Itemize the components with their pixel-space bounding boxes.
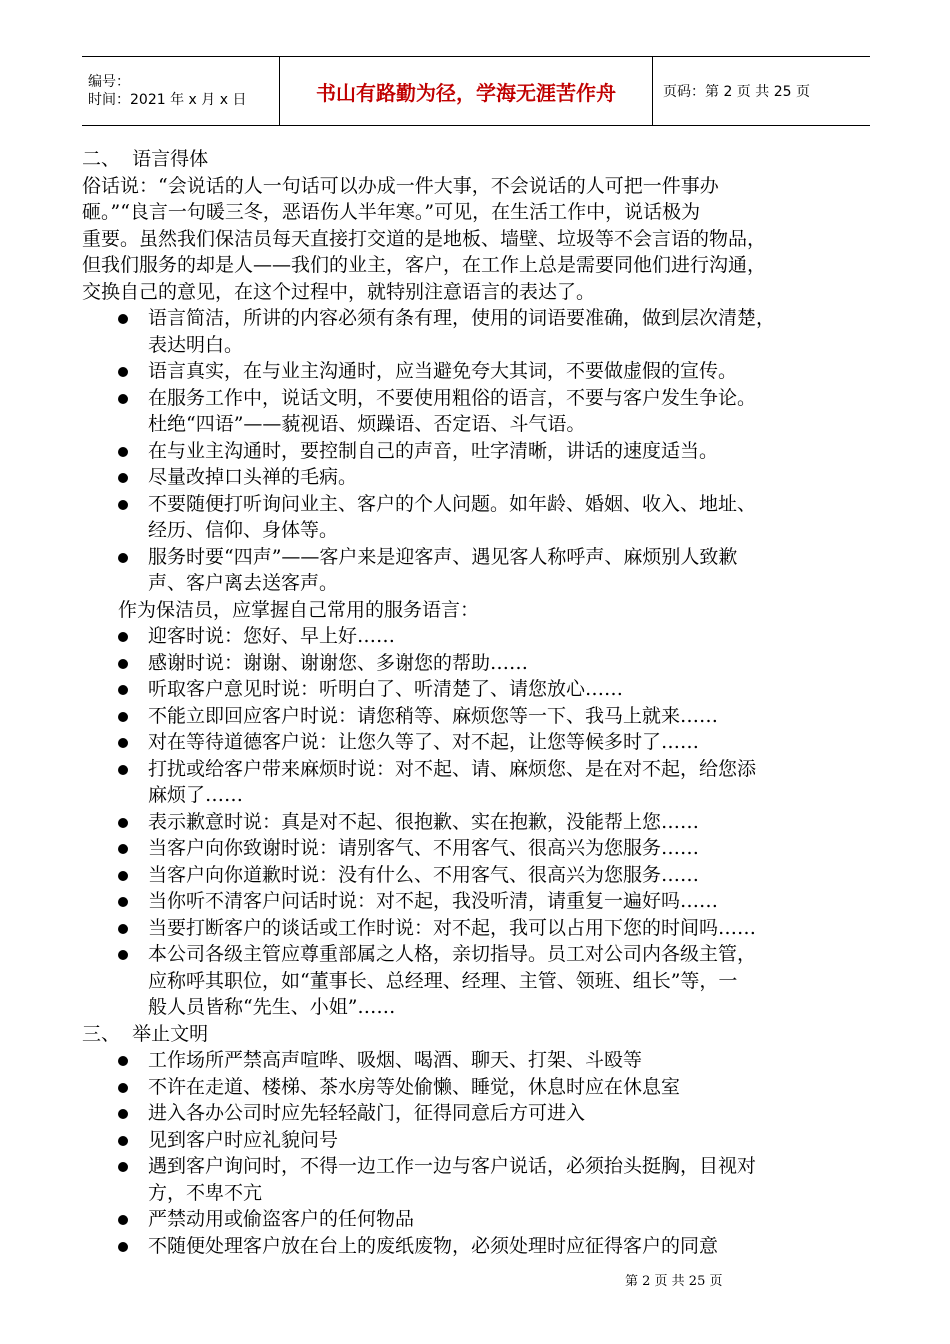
line-text: 当客户向你致谢时说：请别客气、不用客气、很高兴为您服务…… bbox=[148, 837, 700, 859]
bullet-continuation bbox=[82, 411, 872, 438]
line-text: 交换自己的意见，在这个过程中，就特别注意语言的表达了。 bbox=[82, 280, 596, 303]
line-text: 尽量改掉口头禅的毛病。 bbox=[148, 466, 358, 488]
bullet-item bbox=[82, 464, 872, 491]
page-footer: 第 2 页 共 25 页 bbox=[625, 1274, 723, 1289]
bullet-dot-icon bbox=[118, 1136, 128, 1146]
line-text: 作为保洁员，应掌握自己常用的服务语言： bbox=[118, 598, 480, 621]
paragraph-line bbox=[82, 279, 872, 306]
line-text: 不随便处理客户放在台上的废纸废物，必须处理时应征得客户的同意 bbox=[148, 1234, 719, 1257]
paragraph-line bbox=[82, 226, 872, 253]
bullet-dot-icon bbox=[118, 367, 128, 377]
bullet-continuation bbox=[82, 782, 872, 809]
bullet-continuation bbox=[82, 968, 872, 995]
bullet-item bbox=[82, 305, 872, 332]
document-body bbox=[82, 146, 872, 1259]
bullet-dot-icon bbox=[118, 500, 128, 510]
bullet-dot-icon bbox=[118, 818, 128, 828]
line-text: 语言简洁，所讲的内容必须有条有理，使用的词语要准确，做到层次清楚， bbox=[148, 307, 776, 329]
line-text: 严禁动用或偷盗客户的任何物品 bbox=[148, 1208, 415, 1230]
bullet-item bbox=[82, 941, 872, 968]
line-text: 在服务工作中，说话文明，不要使用粗俗的语言，不要与客户发生争论。 bbox=[148, 386, 757, 409]
line-text: 不许在走道、楼梯、茶水房等处偷懒、睡觉，休息时应在休息室 bbox=[148, 1075, 681, 1098]
paragraph-line bbox=[82, 173, 872, 200]
bullet-continuation bbox=[82, 1180, 872, 1207]
bullet-item bbox=[82, 676, 872, 703]
bullet-item bbox=[82, 438, 872, 465]
sub-heading bbox=[82, 597, 872, 624]
header-meta-cell bbox=[82, 57, 280, 125]
line-text: 感谢时说：谢谢、谢谢您、多谢您的帮助…… bbox=[148, 651, 529, 674]
bullet-dot-icon bbox=[118, 765, 128, 775]
bullet-item bbox=[82, 1206, 872, 1233]
line-text: 不要随便打听询问业主、客户的个人问题。如年龄、婚姻、收入、地址、 bbox=[148, 492, 757, 515]
bullet-item bbox=[82, 756, 872, 783]
bullet-item bbox=[82, 623, 872, 650]
line-text: 当客户向你道歉时说：没有什么、不用客气、很高兴为您服务…… bbox=[148, 863, 700, 886]
header-page-label: 页码：第 2 页 共 25 页 bbox=[663, 84, 810, 100]
bullet-item bbox=[82, 544, 872, 571]
line-text: 对在等待道德客户说：让您久等了、对不起，让您等候多时了…… bbox=[148, 731, 700, 753]
bullet-dot-icon bbox=[118, 447, 128, 457]
bullet-dot-icon bbox=[118, 1083, 128, 1093]
bullet-item bbox=[82, 1074, 872, 1101]
line-text: 本公司各级主管应尊重部属之人格，亲切指导。员工对公司内各级主管， bbox=[148, 943, 757, 965]
bullet-item bbox=[82, 1153, 872, 1180]
bullet-continuation bbox=[82, 570, 872, 597]
line-text: 般人员皆称“先生、小姐”…… bbox=[148, 996, 396, 1018]
bullet-dot-icon bbox=[118, 871, 128, 881]
bullet-dot-icon bbox=[118, 897, 128, 907]
line-text: 迎客时说：您好、早上好…… bbox=[148, 625, 396, 647]
line-text: 服务时要“四声”——客户来是迎客声、遇见客人称呼声、麻烦别人致歉 bbox=[148, 545, 738, 568]
bullet-item bbox=[82, 358, 872, 385]
line-text: 经历、信仰、身体等。 bbox=[148, 519, 339, 541]
line-text: 当你听不清客户问话时说：对不起，我没听清，请重复一遍好吗…… bbox=[148, 890, 719, 912]
line-text: 不能立即回应客户时说：请您稍等、麻烦您等一下、我马上就来…… bbox=[148, 704, 719, 727]
bullet-dot-icon bbox=[118, 738, 128, 748]
line-text: 当要打断客户的谈话或工作时说：对不起，我可以占用下您的时间吗…… bbox=[148, 916, 757, 939]
bullet-item bbox=[82, 862, 872, 889]
bullet-dot-icon bbox=[118, 712, 128, 722]
bullet-continuation bbox=[82, 517, 872, 544]
line-text: 声、客户离去送客声。 bbox=[148, 572, 339, 594]
bullet-dot-icon bbox=[118, 473, 128, 483]
bullet-dot-icon bbox=[118, 553, 128, 563]
bullet-dot-icon bbox=[118, 924, 128, 934]
bullet-item bbox=[82, 1127, 872, 1154]
line-text: 表达明白。 bbox=[148, 333, 244, 356]
page-header bbox=[82, 56, 870, 126]
paragraph-line bbox=[82, 252, 872, 279]
section-heading bbox=[82, 1021, 872, 1048]
line-text: 但我们服务的却是人——我们的业主，客户，在工作上总是需要同他们进行沟通， bbox=[82, 254, 767, 276]
bullet-item bbox=[82, 491, 872, 518]
line-text: 杜绝“四语”——藐视语、烦躁语、否定语、斗气语。 bbox=[148, 413, 586, 435]
bullet-dot-icon bbox=[118, 314, 128, 324]
bullet-item bbox=[82, 835, 872, 862]
bullet-item bbox=[82, 650, 872, 677]
line-text: 听取客户意见时说：听明白了、听清楚了、请您放心…… bbox=[148, 678, 624, 700]
bullet-continuation bbox=[82, 994, 872, 1021]
line-text: 表示歉意时说：真是对不起、很抱歉、实在抱歉，没能帮上您…… bbox=[148, 810, 700, 833]
bullet-item bbox=[82, 1100, 872, 1127]
bullet-dot-icon bbox=[118, 659, 128, 669]
bullet-dot-icon bbox=[118, 844, 128, 854]
line-text: 语言真实，在与业主沟通时，应当避免夸大其词，不要做虚假的宣传。 bbox=[148, 360, 738, 382]
bullet-continuation bbox=[82, 332, 872, 359]
bullet-item bbox=[82, 915, 872, 942]
line-text: 打扰或给客户带来麻烦时说：对不起、请、麻烦您、是在对不起，给您添 bbox=[148, 757, 757, 780]
bullet-dot-icon bbox=[118, 685, 128, 695]
bullet-item bbox=[82, 809, 872, 836]
number-label: 编号： bbox=[88, 74, 130, 90]
bullet-dot-icon bbox=[118, 1162, 128, 1172]
bullet-dot-icon bbox=[118, 632, 128, 642]
bullet-dot-icon bbox=[118, 950, 128, 960]
bullet-item bbox=[82, 729, 872, 756]
paragraph-line bbox=[82, 199, 872, 226]
line-text: 二、 语言得体 bbox=[82, 148, 209, 170]
line-text: 在与业主沟通时，要控制自己的声音，吐字清晰，讲话的速度适当。 bbox=[148, 439, 719, 462]
bullet-item bbox=[82, 703, 872, 730]
line-text: 遇到客户询问时，不得一边工作一边与客户说话，必须抬头挺胸，目视对 bbox=[148, 1155, 757, 1177]
line-text: 三、 举止文明 bbox=[82, 1022, 209, 1045]
line-text: 应称呼其职位，如“董事长、总经理、经理、主管、领班、组长”等，一 bbox=[148, 969, 738, 992]
bullet-item bbox=[82, 385, 872, 412]
line-text: 俗话说：“会说话的人一句话可以办成一件大事，不会说话的人可把一件事办 bbox=[82, 174, 719, 197]
line-text: 进入各办公司时应先轻轻敲门，征得同意后方可进入 bbox=[148, 1102, 586, 1124]
bullet-dot-icon bbox=[118, 1242, 128, 1252]
bullet-dot-icon bbox=[118, 1056, 128, 1066]
bullet-dot-icon bbox=[118, 394, 128, 404]
bullet-item bbox=[82, 1047, 872, 1074]
bullet-dot-icon bbox=[118, 1109, 128, 1119]
line-text: 砸。”“良言一句暖三冬，恶语伤人半年寒。”可见，在生活工作中，说话极为 bbox=[82, 201, 701, 223]
bullet-item bbox=[82, 1233, 872, 1260]
line-text: 工作场所严禁高声喧哗、吸烟、喝酒、聊天、打架、斗殴等 bbox=[148, 1049, 643, 1071]
bullet-item bbox=[82, 888, 872, 915]
line-text: 重要。虽然我们保洁员每天直接打交道的是地板、墙壁、垃圾等不会言语的物品， bbox=[82, 227, 767, 250]
bullet-dot-icon bbox=[118, 1215, 128, 1225]
line-text: 方，不卑不亢 bbox=[148, 1181, 263, 1204]
header-motto: 书山有路勤为径，学海无涯苦作舟 bbox=[280, 57, 653, 125]
section-heading bbox=[82, 146, 872, 173]
line-text: 麻烦了…… bbox=[148, 784, 244, 806]
line-text: 见到客户时应礼貌问号 bbox=[148, 1128, 339, 1151]
time-label: 时间：2021 年 x 月 x 日 bbox=[88, 92, 247, 108]
